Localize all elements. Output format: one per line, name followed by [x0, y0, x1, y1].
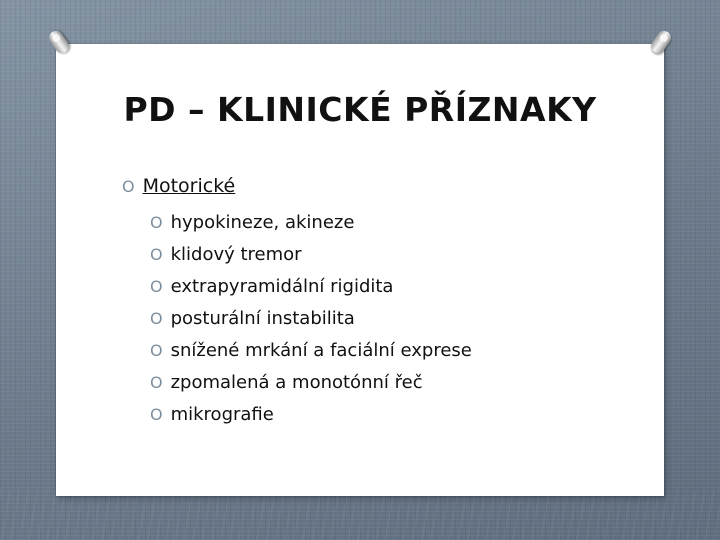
bullet-icon: O	[150, 276, 163, 296]
list-item-text: snížené mrkání a faciální exprese	[170, 339, 472, 361]
bullet-icon: O	[150, 308, 163, 328]
bullet-section-motoricke	[122, 175, 235, 197]
list-item	[150, 270, 472, 302]
list-item-text: mikrografie	[170, 403, 274, 425]
background-texture	[0, 490, 720, 540]
list-item-text: extrapyramidální rigidita	[170, 275, 394, 297]
list-item-text: klidový tremor	[170, 243, 302, 265]
list-item	[150, 334, 472, 366]
bullet-icon: O	[150, 340, 163, 360]
list-item-text: posturální instabilita	[170, 307, 355, 329]
bullet-icon: O	[150, 404, 163, 424]
list-item	[150, 302, 472, 334]
slide-title: PD – KLINICKÉ PŘÍZNAKY	[123, 90, 597, 129]
list-item	[150, 366, 472, 398]
list-item	[150, 238, 472, 270]
list-item-text: hypokineze, akineze	[170, 211, 355, 233]
symptom-list	[150, 206, 472, 430]
bullet-icon: O	[150, 212, 163, 232]
list-item-text: zpomalená a monotónní řeč	[170, 371, 423, 393]
section-label: Motorické	[142, 175, 236, 197]
bullet-icon: O	[150, 244, 163, 264]
list-item	[150, 398, 472, 430]
bullet-icon: O	[150, 372, 163, 392]
list-item	[150, 206, 472, 238]
bullet-icon: O	[122, 176, 135, 196]
